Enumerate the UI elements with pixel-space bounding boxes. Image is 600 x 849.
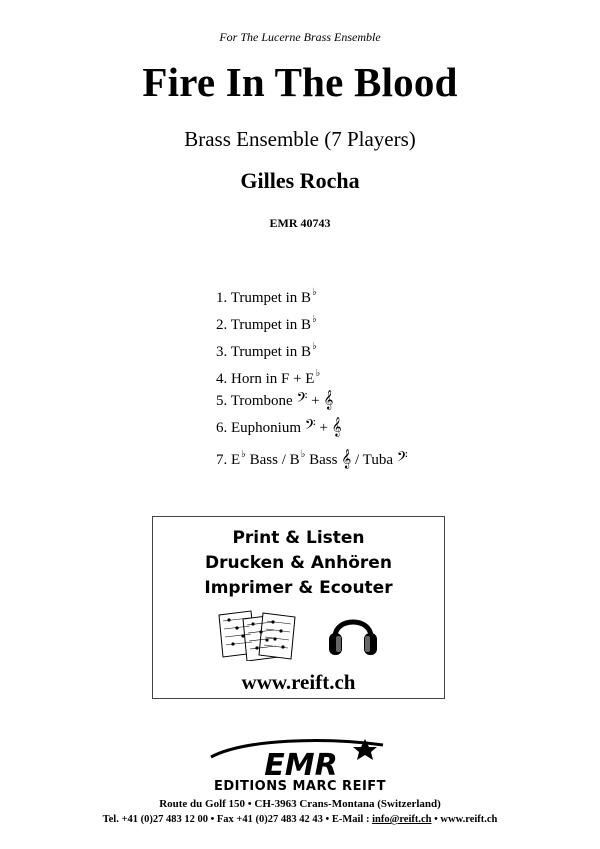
part-label-cont: Bass: [305, 452, 338, 468]
contact-phone-fax: Tel. +41 (0)27 483 12 00 • Fax +41 (0)27 483 42 43 • E-Mail :: [102, 814, 373, 825]
promo-line-en: Print & Listen: [232, 528, 365, 548]
bass-clef-icon: 𝄢: [396, 449, 408, 469]
print-listen-box: [152, 516, 445, 699]
part-label: 2. Trumpet in B: [216, 317, 312, 333]
contact-web: • www.reift.ch: [431, 814, 498, 825]
dedication: For The Lucerne Brass Ensemble: [219, 30, 381, 44]
part-label: 7. E: [216, 452, 241, 468]
composer-name: Gilles Rocha: [240, 168, 360, 193]
headphones-icon: [327, 605, 379, 659]
treble-clef-icon: 𝄞: [323, 390, 334, 410]
part-label: 5. Trombone: [216, 393, 293, 409]
part-label: 1. Trumpet in B: [216, 290, 312, 306]
parts-list: [216, 284, 408, 473]
treble-clef-icon: 𝄞: [331, 417, 342, 437]
part-item: [216, 365, 408, 392]
catalog-number: EMR 40743: [269, 216, 331, 230]
email-link[interactable]: info@reift.ch: [372, 814, 432, 825]
flat-symbol: ♭: [241, 449, 246, 460]
bass-clef-icon: 𝄢: [304, 417, 316, 437]
promo-line-de: Drucken & Anhören: [205, 553, 392, 573]
part-item: [216, 419, 408, 446]
flat-symbol: ♭: [315, 368, 321, 379]
part-item: [216, 311, 408, 338]
part-item: [216, 338, 408, 365]
publisher-contact: [0, 814, 600, 825]
plus-sign: +: [315, 420, 332, 436]
bass-clef-icon: 𝄢: [296, 390, 308, 410]
sheet-music-icon: [217, 609, 299, 661]
instrumentation-subtitle: Brass Ensemble (7 Players): [184, 127, 416, 151]
part-item: [216, 392, 408, 419]
part-item: [216, 446, 408, 473]
flat-symbol: ♭: [312, 341, 317, 352]
flat-symbol: ♭: [300, 449, 306, 460]
part-label-cont: Bass / B: [245, 452, 300, 468]
flat-symbol: ♭: [312, 287, 317, 298]
part-label: 4. Horn in F + E: [216, 371, 315, 387]
part-label-cont: / Tuba: [351, 452, 393, 468]
part-label: 3. Trumpet in B: [216, 344, 312, 360]
logo-text: EMR: [264, 748, 338, 783]
part-label: 6. Euphonium: [216, 420, 301, 436]
part-item: [216, 284, 408, 311]
website-link[interactable]: www.reift.ch: [241, 670, 356, 694]
plus-sign: +: [307, 393, 324, 409]
promo-line-fr: Imprimer & Ecouter: [204, 578, 393, 598]
publisher-name: EDITIONS MARC REIFT: [213, 779, 387, 794]
publisher-address: Route du Golf 150 • CH-3963 Crans-Montana (Switzerland): [159, 798, 441, 810]
emr-logo-icon: [205, 735, 397, 785]
flat-symbol: ♭: [312, 314, 317, 325]
score-title: Fire In The Blood: [142, 59, 458, 105]
treble-clef-icon: 𝄞: [341, 449, 352, 469]
